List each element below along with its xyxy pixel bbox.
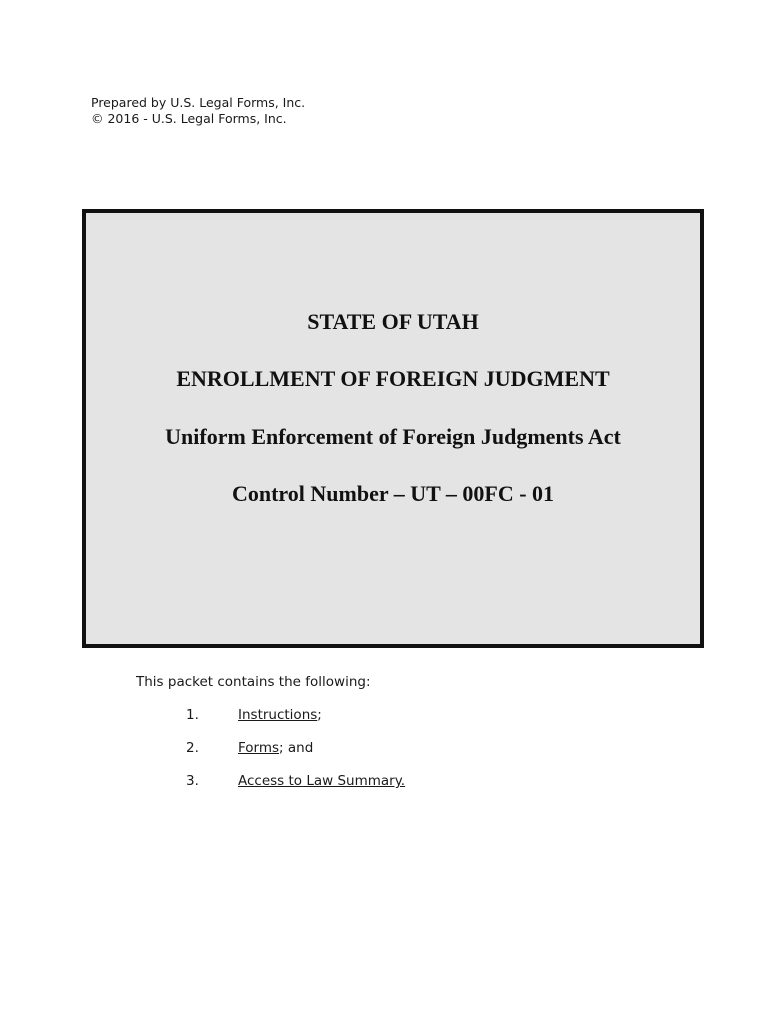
list-item (186, 707, 322, 723)
act-name: Uniform Enforcement of Foreign Judgments Act (165, 424, 621, 449)
control-number: Control Number – UT – 00FC - 01 (231, 481, 555, 506)
forms-link[interactable]: Forms (238, 740, 280, 756)
item-number: 1. (186, 707, 199, 723)
list-item (186, 773, 405, 789)
item-number: 3. (186, 773, 199, 789)
law-summary-link[interactable]: Access to Law Summary. (238, 773, 406, 789)
item-number: 2. (186, 740, 199, 756)
state-heading: STATE OF UTAH (307, 309, 479, 334)
preparer-line: Prepared by U.S. Legal Forms, Inc. (91, 95, 306, 110)
copyright-line: © 2016 - U.S. Legal Forms, Inc. (91, 111, 287, 126)
item-suffix: ; and (279, 740, 314, 756)
preparer-notice (91, 95, 305, 127)
list-item (186, 740, 313, 756)
packet-intro: This packet contains the following: (136, 674, 371, 690)
document-title: ENROLLMENT OF FOREIGN JUDGMENT (176, 366, 610, 391)
cover-title-box (82, 209, 704, 648)
instructions-link[interactable]: Instructions (238, 707, 318, 723)
item-suffix: ; (317, 707, 322, 723)
